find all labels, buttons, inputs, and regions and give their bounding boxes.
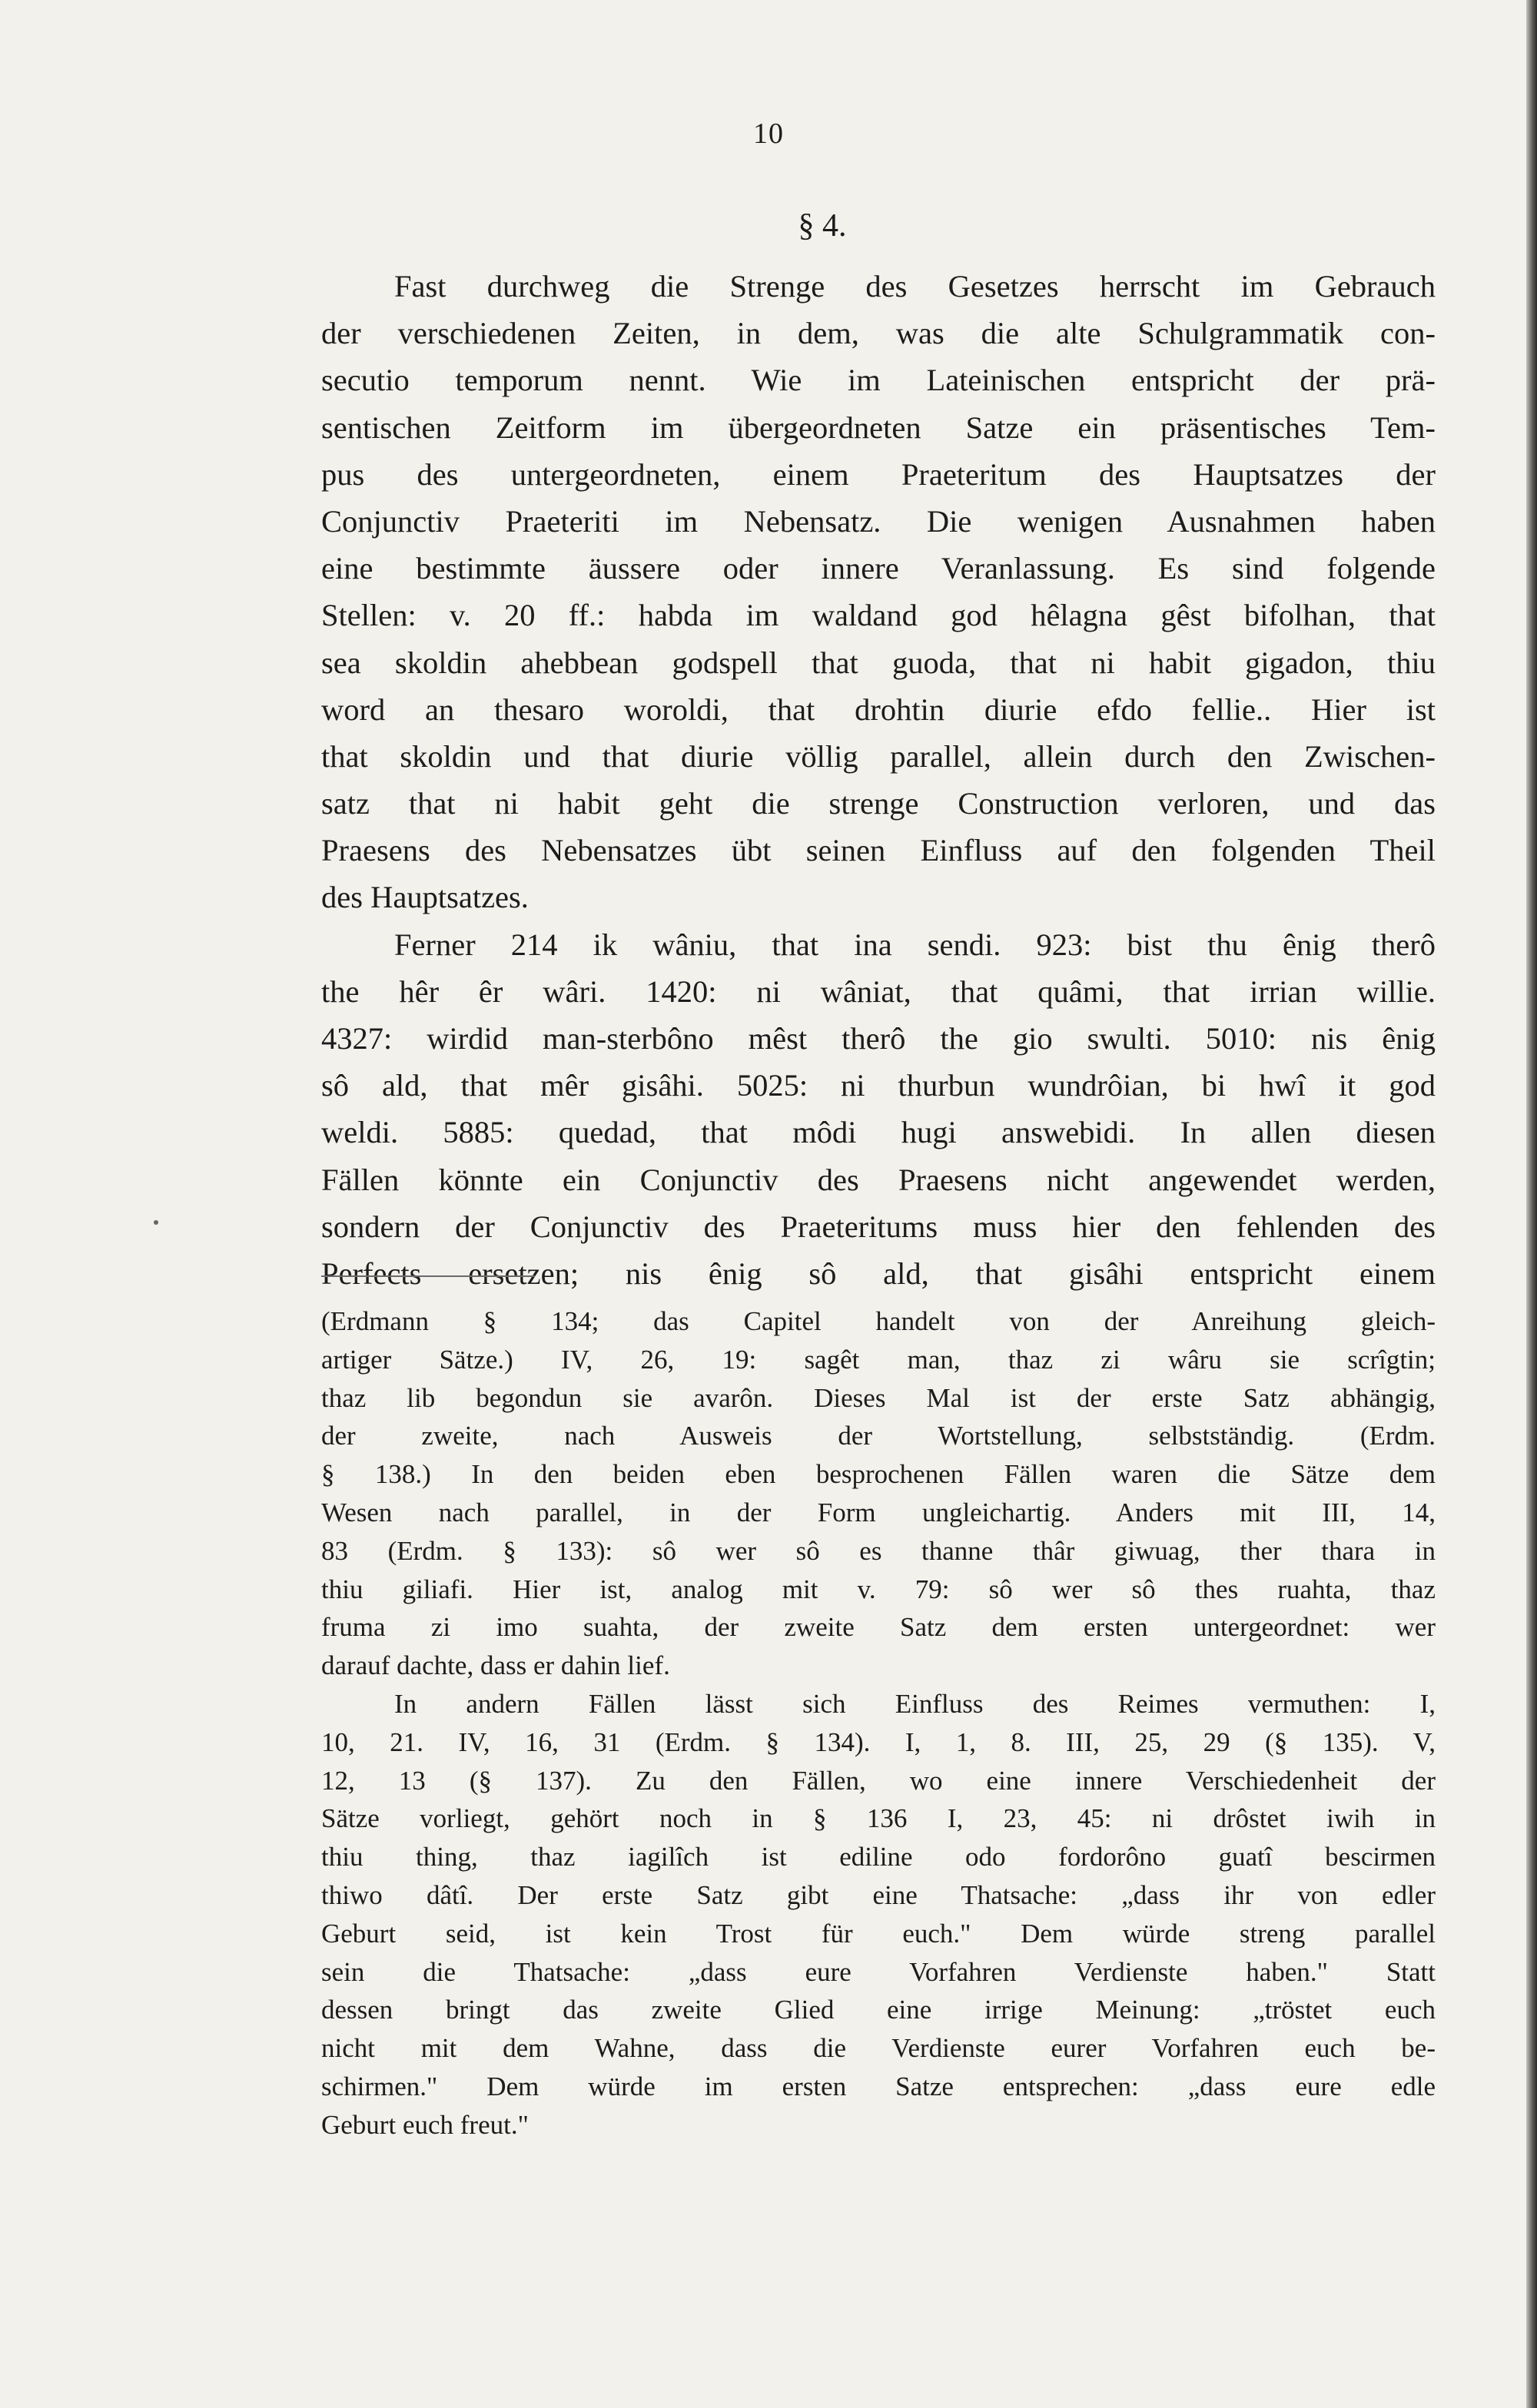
footnote-line: artiger Sätze.) IV, 26, 19: sagêt man, thaz zi wâru sie scrîgtin; [321, 1344, 1436, 1375]
footnote-line: der zweite, nach Ausweis der Wortstellung, selbstständig. (Erdm. [321, 1421, 1436, 1451]
text-line: the hêr êr wâri. 1420: ni wâniat, that quâmi, that irrian willie. [321, 973, 1436, 1009]
text-line: Praesens des Nebensatzes übt seinen Einfluss auf den folgenden Theil [321, 833, 1436, 868]
text-line: sô ald, that mêr gisâhi. 5025: ni thurbun wundrôian, bi hwî it god [321, 1068, 1436, 1103]
footnote-line: 83 (Erdm. § 133): sô wer sô es thanne thâr giwuag, ther thara in [321, 1535, 1436, 1566]
footnote-line: thiwo dâtî. Der erste Satz gibt eine Thatsache: „dass ihr von edler [321, 1879, 1436, 1910]
footnote-line: 10, 21. IV, 16, 31 (Erdm. § 134). I, 1, 8. III, 25, 29 (§ 135). V, [321, 1726, 1436, 1757]
text-line: pus des untergeordneten, einem Praeteritum des Hauptsatzes der [321, 456, 1436, 492]
footnote-line: Wesen nach parallel, in der Form ungleichartig. Anders mit III, 14, [321, 1497, 1436, 1527]
footnote-text [321, 1302, 1436, 2144]
text-line: sondern der Conjunctiv des Praeteritums muss hier den fehlenden des [321, 1209, 1436, 1244]
footnote-line: thaz lib begondun sie avarôn. Dieses Mal ist der erste Satz abhängig, [321, 1382, 1436, 1413]
footnote-line: sein die Thatsache: „dass eure Vorfahren Verdienste haben." Statt [321, 1956, 1436, 1987]
footnote-rule [321, 1275, 535, 1277]
text-line: der verschiedenen Zeiten, in dem, was die alte Schulgrammatik con- [321, 316, 1436, 351]
text-line: Ferner 214 ik wâniu, that ina sendi. 923: bist thu ênig therô [394, 927, 1436, 962]
footnote-line: dessen bringt das zweite Glied eine irrige Meinung: „tröstet euch [321, 1995, 1436, 2025]
text-line: that skoldin und that diurie völlig parallel, allein durch den Zwischen- [321, 738, 1436, 774]
footnote-line: 12, 13 (§ 137). Zu den Fällen, wo eine innere Verschiedenheit der [321, 1765, 1436, 1796]
footnote-line: schirmen." Dem würde im ersten Satze entsprechen: „dass eure edle [321, 2071, 1436, 2101]
footnote-line: Sätze vorliegt, gehört noch in § 136 I, 23, 45: ni drôstet iwih in [321, 1803, 1436, 1834]
footnote-line: (Erdmann § 134; das Capitel handelt von der Anreihung gleich- [321, 1306, 1436, 1336]
footnote-line: In andern Fällen lässt sich Einfluss des Reimes vermuthen: I, [394, 1688, 1436, 1719]
main-text [321, 263, 1436, 1297]
text-line: word an thesaro woroldi, that drohtin diurie efdo fellie.. Hier ist [321, 692, 1436, 727]
text-line: secutio temporum nennt. Wie im Lateinischen entspricht der prä- [321, 363, 1436, 398]
text-line: Perfects ersetzen; nis ênig sô ald, that gisâhi entspricht einem [321, 1255, 1436, 1291]
text-line: eine bestimmte äussere oder innere Veranlassung. Es sind folgende [321, 551, 1436, 586]
text-line: Stellen: v. 20 ff.: habda im waldand god hêlagna gêst bifolhan, that [321, 598, 1436, 633]
footnote-line: § 138.) In den beiden eben besprochenen Fällen waren die Sätze dem [321, 1459, 1436, 1490]
footnote-line: Geburt seid, ist kein Trost für euch." Dem würde streng parallel [321, 1918, 1436, 1949]
text-line: sentischen Zeitform im übergeordneten Satze ein präsentisches Tem- [321, 410, 1436, 445]
page-edge [1526, 0, 1537, 2408]
text-line: weldi. 5885: quedad, that môdi hugi answebidi. In allen diesen [321, 1115, 1436, 1150]
footnote-line: nicht mit dem Wahne, dass die Verdienste eurer Vorfahren euch be- [321, 2033, 1436, 2064]
speck [154, 1220, 158, 1225]
footnote-line: Geburt euch freut." [321, 2109, 529, 2140]
footnote-line: thiu thing, thaz iagilîch ist ediline odo fordorôno guatî bescirmen [321, 1842, 1436, 1872]
footnote-line: thiu giliafi. Hier ist, analog mit v. 79: sô wer sô thes ruahta, thaz [321, 1574, 1436, 1604]
text-line: Fällen könnte ein Conjunctiv des Praesens nicht angewendet werden, [321, 1162, 1436, 1197]
page-number: 10 [753, 118, 784, 150]
footnote-line: fruma zi imo suahta, der zweite Satz dem ersten untergeordnet: wer [321, 1612, 1436, 1643]
text-line: Fast durchweg die Strenge des Gesetzes herrscht im Gebrauch [394, 269, 1436, 303]
footnote-line: darauf dachte, dass er dahin lief. [321, 1650, 670, 1681]
text-line: Conjunctiv Praeteriti im Nebensatz. Die wenigen Ausnahmen haben [321, 503, 1436, 539]
text-line: sea skoldin ahebbean godspell that guoda, that ni habit gigadon, thiu [321, 645, 1436, 680]
text-line: des Hauptsatzes. [321, 880, 529, 915]
text-line: satz that ni habit geht die strenge Construction verloren, und das [321, 786, 1436, 821]
section-heading: § 4. [798, 208, 847, 244]
text-line: 4327: wirdid man-sterbôno mêst therô the gio swulti. 5010: nis ênig [321, 1021, 1436, 1056]
